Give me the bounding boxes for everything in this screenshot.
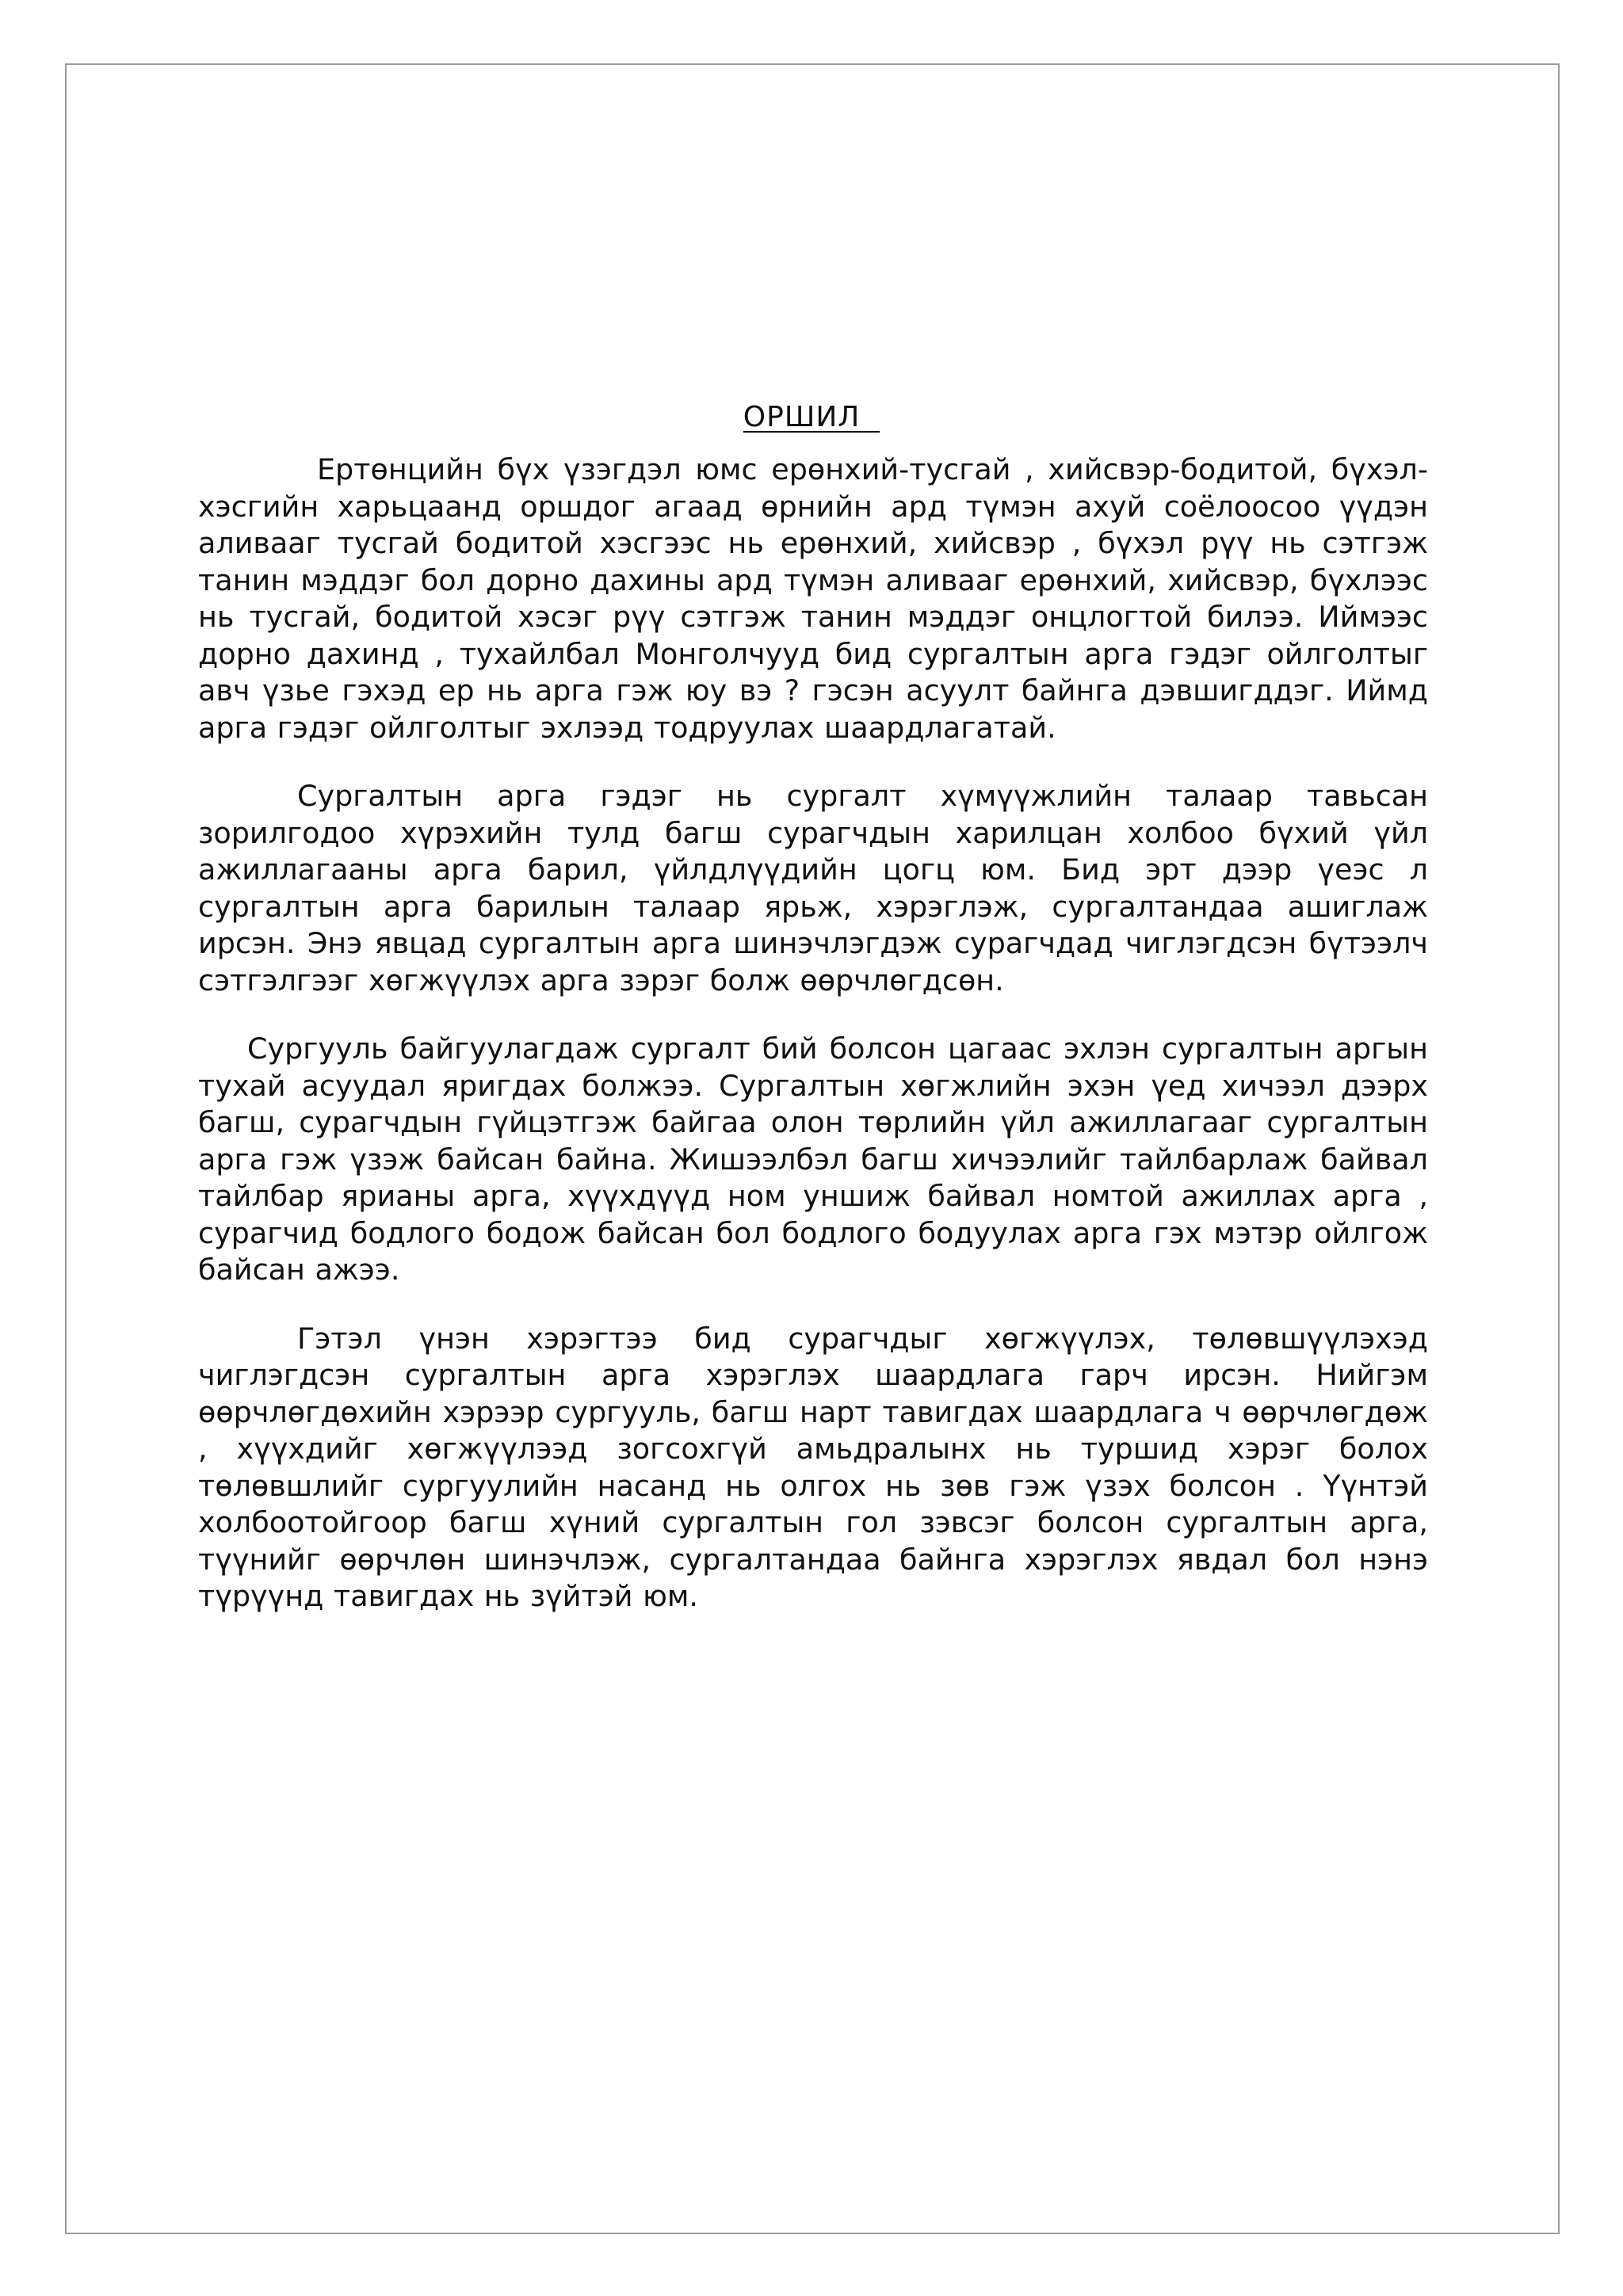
paragraph-2: Сургалтын арга гэдэг нь сургалт хүмүүжлийн талаар тавьсан зорилгодоо хүрэхийн тулд багш сурагчдын харилцан холбоо бүхий үйл ажиллагааны арга барил, үйлдлүүдийн цогц юм. Бид эрт дээр үеэс л сургалтын арга барилын талаар ярьж, хэрэглэж, сургалтандаа ашиглаж ирсэн. Энэ явцад сургалтын арга шинэчлэгдэж сурагчдад чиглэгдсэн бүтээлч сэтгэлгээг хөгжүүлэх арга зэрэг болж өөрчлөгдсөн.: [198, 779, 1428, 997]
paragraph-4: Гэтэл үнэн хэрэгтээ бид сурагчдыг хөгжүүлэх, төлөвшүүлэхэд чиглэгдсэн сургалтын арга хэрэглэх шаардлага гарч ирсэн. Нийгэм өөрчлөгдөхийн хэрээр сургууль, багш нарт тавигдах шаардлага ч өөрчлөгдөж , хүүхдийг хөгжүүлээд зогсохгүй амьдралынх нь туршид хэрэг болох төлөвшлийг сургуулийн насанд нь олгох нь зөв гэж үзэх болсон . Үүнтэй холбоотойгоор багш хүний сургалтын гол зэвсэг болсон сургалтын арга, түүнийг өөрчлөн шинэчлэж, сургалтандаа байнга хэрэглэх явдал бол нэнэ түрүүнд тавигдах нь зүйтэй юм.: [198, 1321, 1428, 1613]
document-body: [198, 452, 1428, 1615]
paragraph-1: Ертөнцийн бүх үзэгдэл юмс ерөнхий-тусгай , хийсвэр-бодитой, бүхэл-хэсгийн харьцаанд оршдог агаад өрнийн ард түмэн ахуй соёлоосоо үүдэн аливааг тусгай бодитой хэсгээс нь ерөнхий, хийсвэр , бүхэл рүү нь сэтгэж танин мэддэг бол дорно дахины ард түмэн аливааг ерөнхий, хийсвэр, бүхлээс нь тусгай, бодитой хэсэг рүү сэтгэж танин мэддэг онцлогтой билээ. Иймээс дорно дахинд , тухайлбал Монголчууд бид сургалтын арга гэдэг ойлголтыг авч үзье гэхэд ер нь арга гэж юу вэ ? гэсэн асуулт байнга дэвшигддэг. Иймд арга гэдэг ойлголтыг эхлээд тодруулах шаардлагатай.: [198, 452, 1428, 745]
paragraph-3: Сургууль байгуулагдаж сургалт бий болсон цагаас эхлэн сургалтын аргын тухай асуудал яригдах болжээ. Сургалтын хөгжлийн эхэн үед хичээл дээрх багш, сурагчдын гүйцэтгэж байгаа олон төрлийн үйл ажиллагааг сургалтын арга гэж үзэж байсан байна. Жишээлбэл багш хичээлийг тайлбарлаж байвал тайлбар ярианы арга, хүүхдүүд ном уншиж байвал номтой ажиллах арга , сурагчид бодлого бодож байсан бол бодлого бодуулах арга гэх мэтэр ойлгож байсан ажээ.: [198, 1032, 1428, 1287]
document-title-text: ОРШИЛ: [743, 401, 880, 434]
document-title: [0, 398, 1623, 437]
